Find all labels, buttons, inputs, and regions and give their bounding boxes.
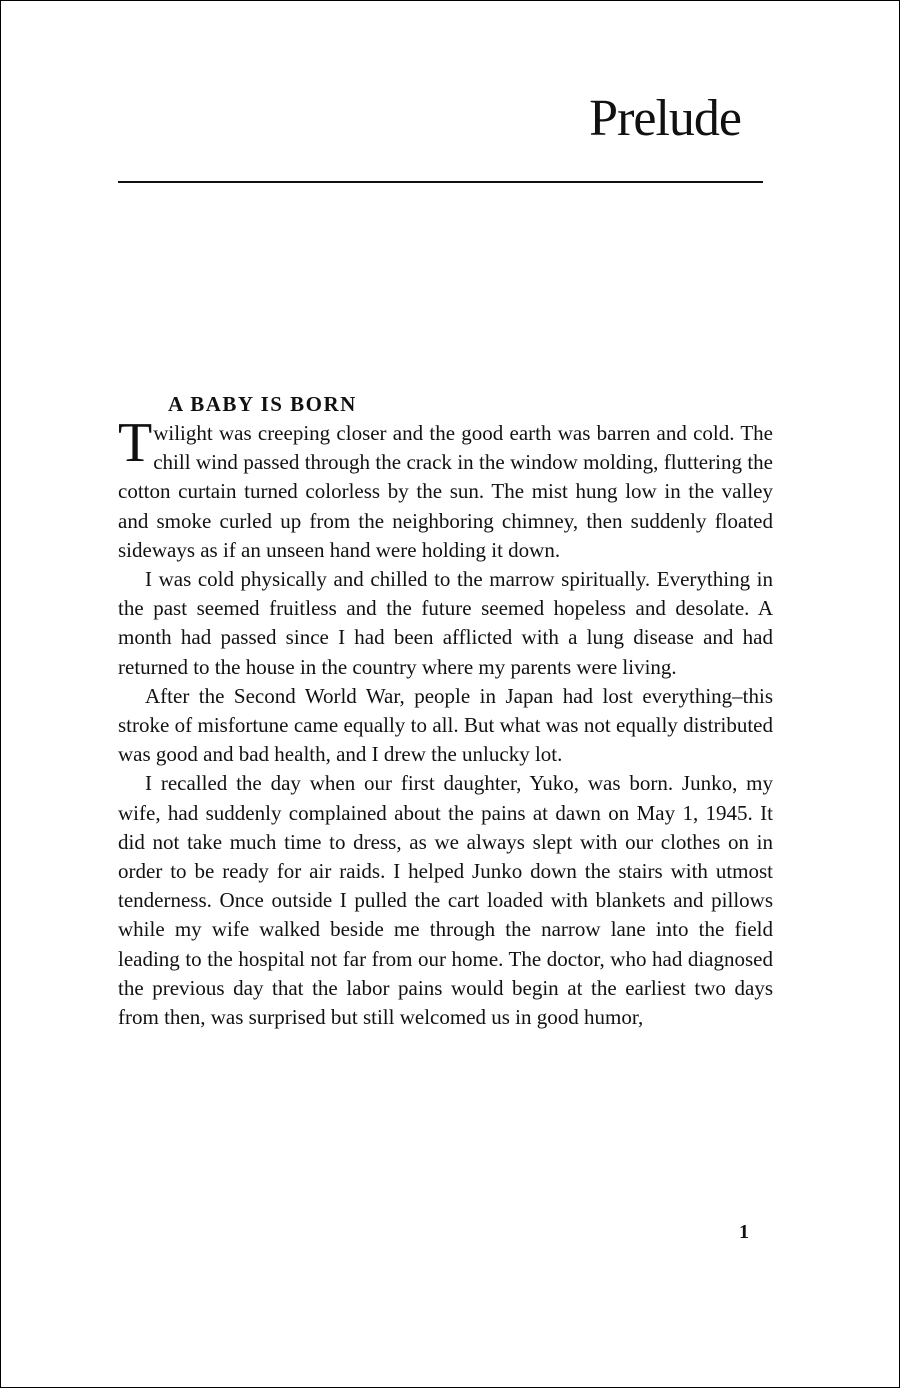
paragraph-3: After the Second World War, people in Japan had lost everything–this stroke of misfortune came equally to all. But what was not equally distributed was good and bad health, and I drew the unlucky lot. [118, 683, 773, 767]
page-number: 1 [739, 1221, 749, 1243]
chapter-title: Prelude [589, 90, 741, 147]
paragraph-1 [118, 412, 773, 565]
paragraph-1-text: wilight was creeping closer and the good earth was barren and cold. The chill wind passed through the crack in the window molding, fluttering the cotton curtain turned colorless by the sun. The mist hung low in the valley and smoke curled up from the neighboring chimney, then suddenly floated sideways as if an unseen hand were holding it down. [118, 421, 773, 562]
drop-cap: T [118, 412, 153, 474]
section-heading: A BABY IS BORN [168, 392, 357, 416]
paragraph-2: I was cold physically and chilled to the marrow spiritually. Everything in the past seemed fruitless and the future seemed hopeless and desolate. A month had passed since I had been afflicted with a lung disease and had returned to the house in the country where my parents were living. [118, 567, 773, 679]
chapter-divider [118, 181, 763, 183]
section [118, 389, 773, 1032]
paragraph-4: I recalled the day when our first daughter, Yuko, was born. Junko, my wife, had suddenly complained about the pains at dawn on May 1, 1945. It did not take much time to dress, as we always slept with our clothes on in order to be ready for air raids. I helped Junko down the stairs with utmost tenderness. Once outside I pulled the cart loaded with blankets and pillows while my wife walked beside me through the narrow lane into the field leading to the hospital not far from our home. The doctor, who had diagnosed the previous day that the labor pains would begin at the earliest two days from then, was surprised but still welcomed us in good humor, [118, 771, 773, 1030]
body-text [118, 412, 773, 1032]
